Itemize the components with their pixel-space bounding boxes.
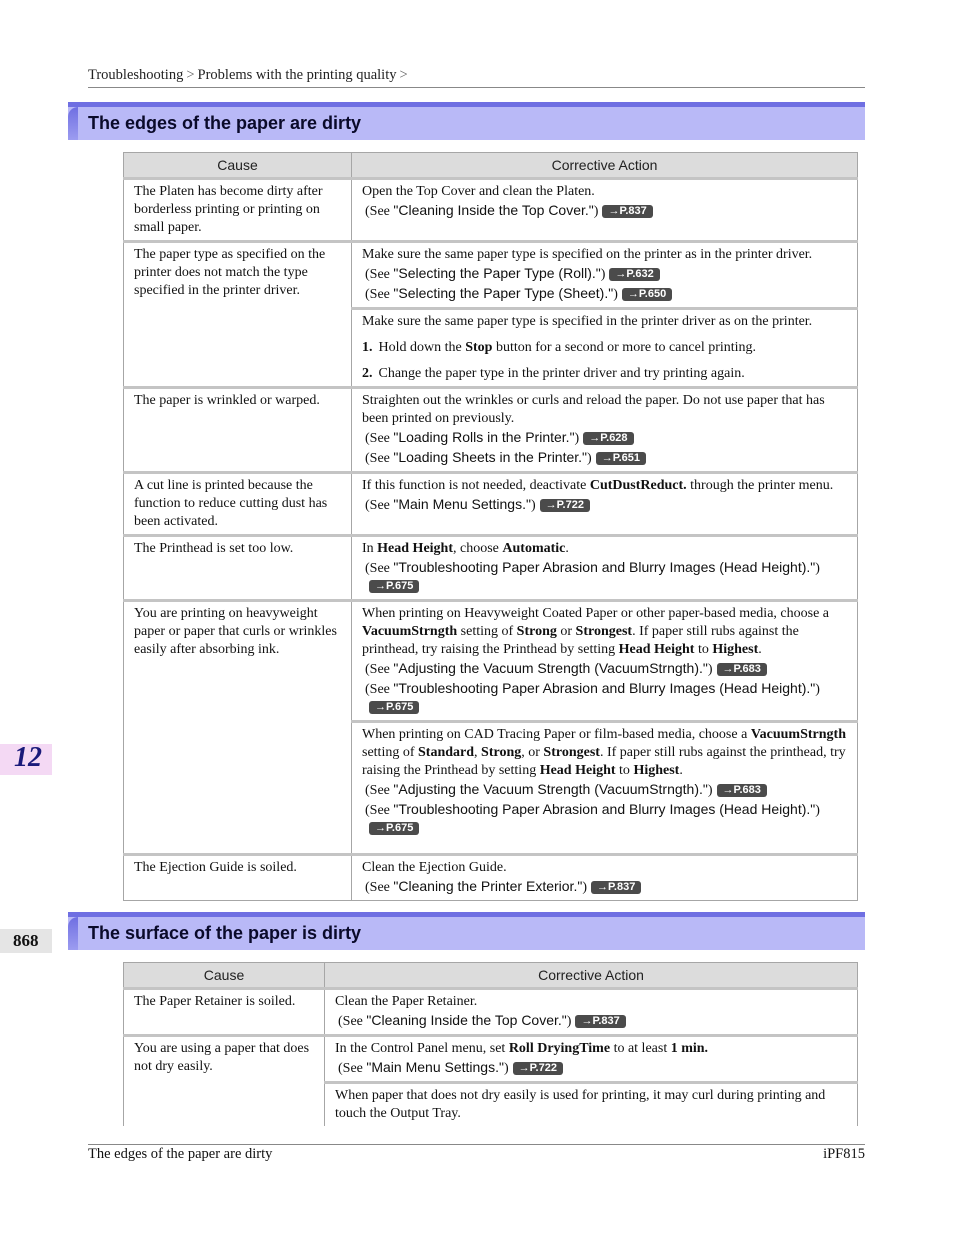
action-cell: In Head Height, choose Automatic. (See "Troubleshooting Paper Abrasion and Blurry Images (Head Height).")→P.675 xyxy=(352,536,858,601)
cause-cell: The Ejection Guide is soiled. xyxy=(124,855,352,901)
link-main-menu-settings[interactable]: "Main Menu Settings." xyxy=(393,496,531,512)
action-cell xyxy=(352,855,858,901)
cause-cell: The paper type as specified on the printer does not match the type specified in the printer driver. xyxy=(124,242,352,388)
table-row xyxy=(124,473,858,536)
table-row xyxy=(124,855,858,901)
see-reference: (See "Loading Rolls in the Printer.") →P.628 xyxy=(362,428,847,448)
step-1: 1. Hold down the Stop button for a second or more to cancel printing. xyxy=(362,340,757,355)
action-text: Straighten out the wrinkles or curls and reload the paper. Do not use paper that has been printed on previously. xyxy=(362,393,825,426)
see-reference: (See "Loading Sheets in the Printer.") →P.651 xyxy=(362,448,847,468)
breadcrumb-separator: > xyxy=(186,67,195,83)
see-reference: (See "Troubleshooting Paper Abrasion and Blurry Images (Head Height).")→P.675 xyxy=(365,801,820,834)
table-row xyxy=(124,601,858,722)
table-row xyxy=(124,536,858,601)
column-header-corrective-action: Corrective Action xyxy=(325,963,858,989)
see-reference: (See "Main Menu Settings.") →P.722 xyxy=(335,1058,847,1078)
breadcrumb-item-troubleshooting[interactable]: Troubleshooting xyxy=(88,67,184,83)
action-text: When paper that does not dry easily is used for printing, it may curl during printing and touch the Output Tray. xyxy=(335,1088,826,1121)
page-ref-link[interactable]: →P.837 xyxy=(602,205,652,218)
cause-cell: The Paper Retainer is soiled. xyxy=(124,989,325,1036)
section-heading-surface-dirty xyxy=(68,912,865,950)
table-row xyxy=(124,242,858,309)
link-cleaning-printer-exterior[interactable]: "Cleaning the Printer Exterior." xyxy=(393,878,583,894)
page-ref-link[interactable]: →P.650 xyxy=(622,288,672,301)
link-adjusting-vacuum-strength[interactable]: "Adjusting the Vacuum Strength (VacuumStrngth)." xyxy=(393,660,708,676)
action-cell: When printing on Heavyweight Coated Paper or other paper-based media, choose a VacuumStrngth setting of Strong or Strongest. If paper still rubs against the printhead, try raising the Printhead by setting Head Height to Highest. (See "Adjusting the Vacuum Strength (VacuumStrngth).") →P.683 (See "Troubleshooting Paper Abrasion and Blurry Images (Head Height).")→P.675 xyxy=(352,601,858,722)
action-cell xyxy=(325,1083,858,1127)
link-troubleshooting-paper-abrasion[interactable]: "Troubleshooting Paper Abrasion and Blurry Images (Head Height)." xyxy=(393,559,816,575)
see-reference: (See "Main Menu Settings.") →P.722 xyxy=(362,495,847,515)
breadcrumb-separator: > xyxy=(399,67,408,83)
action-cell: In the Control Panel menu, set Roll DryingTime to at least 1 min. (See "Main Menu Settings.") →P.722 xyxy=(325,1036,858,1083)
link-cleaning-inside-top-cover[interactable]: "Cleaning Inside the Top Cover." xyxy=(366,1012,567,1028)
troubleshooting-table-surface xyxy=(123,962,858,1126)
page-ref-link[interactable]: →P.675 xyxy=(369,580,419,593)
table-header-row xyxy=(124,963,858,989)
page-ref-link[interactable]: →P.722 xyxy=(513,1062,563,1075)
action-cell xyxy=(325,989,858,1036)
page-ref-link[interactable]: →P.837 xyxy=(575,1015,625,1028)
action-cell xyxy=(352,388,858,473)
action-cell: When printing on CAD Tracing Paper or film-based media, choose a VacuumStrngth setting of Standard, Strong, or Strongest. If paper still rubs against the printhead, try raising the Printhead by setting Head Height to Highest. (See "Adjusting the Vacuum Strength (VacuumStrngth).") →P.683 (See "Troubleshooting Paper Abrasion and Blurry Images (Head Height).")→P.675 xyxy=(352,722,858,855)
step-2: 2. Change the paper type in the printer driver and try printing again. xyxy=(362,366,745,381)
table-row xyxy=(124,1036,858,1083)
footer-divider xyxy=(88,1144,865,1145)
link-loading-rolls[interactable]: "Loading Rolls in the Printer." xyxy=(393,429,575,445)
link-main-menu-settings[interactable]: "Main Menu Settings." xyxy=(366,1059,504,1075)
section-heading-edges-dirty xyxy=(68,102,865,140)
see-reference: (See "Troubleshooting Paper Abrasion and Blurry Images (Head Height).")→P.675 xyxy=(365,680,820,713)
footer-model-name: iPF815 xyxy=(823,1146,865,1162)
see-reference: (See "Selecting the Paper Type (Sheet).") →P.650 xyxy=(362,284,847,304)
link-loading-sheets[interactable]: "Loading Sheets in the Printer." xyxy=(393,449,588,465)
table-header-row xyxy=(124,153,858,179)
action-text: Clean the Paper Retainer. xyxy=(335,994,478,1009)
cause-cell: You are printing on heavyweight paper or paper that curls or wrinkles easily after absorbing ink. xyxy=(124,601,352,855)
table-row xyxy=(124,179,858,242)
action-text: Open the Top Cover and clean the Platen. xyxy=(362,184,595,199)
page-ref-link[interactable]: →P.722 xyxy=(540,499,590,512)
page-ref-link[interactable]: →P.683 xyxy=(717,663,767,676)
chapter-tab xyxy=(0,744,52,775)
cause-cell: A cut line is printed because the function to reduce cutting dust has been activated. xyxy=(124,473,352,536)
cause-cell: You are using a paper that does not dry easily. xyxy=(124,1036,325,1127)
link-troubleshooting-paper-abrasion[interactable]: "Troubleshooting Paper Abrasion and Blurry Images (Head Height)." xyxy=(393,801,816,817)
page-ref-link[interactable]: →P.683 xyxy=(717,784,767,797)
page-number-badge xyxy=(0,929,52,953)
chapter-number: 12 xyxy=(14,742,42,773)
action-cell xyxy=(352,242,858,309)
link-selecting-paper-type-roll[interactable]: "Selecting the Paper Type (Roll)." xyxy=(393,265,601,281)
section-title: The edges of the paper are dirty xyxy=(88,113,362,133)
column-header-cause: Cause xyxy=(124,153,352,179)
page-ref-link[interactable]: →P.675 xyxy=(369,822,419,835)
page-ref-link[interactable]: →P.675 xyxy=(369,701,419,714)
cause-cell: The Platen has become dirty after borderless printing or printing on small paper. xyxy=(124,179,352,242)
page-ref-link[interactable]: →P.632 xyxy=(609,268,659,281)
troubleshooting-table-edges xyxy=(123,152,858,901)
cause-cell: The Printhead is set too low. xyxy=(124,536,352,601)
table-row xyxy=(124,388,858,473)
action-text: Make sure the same paper type is specified on the printer as in the printer driver. xyxy=(362,247,813,262)
see-reference: (See "Adjusting the Vacuum Strength (VacuumStrngth).") →P.683 xyxy=(362,659,847,679)
cause-cell: The paper is wrinkled or warped. xyxy=(124,388,352,473)
section-title: The surface of the paper is dirty xyxy=(88,923,362,943)
page-ref-link[interactable]: →P.837 xyxy=(591,881,641,894)
column-header-cause: Cause xyxy=(124,963,325,989)
stop-button-label: Stop xyxy=(465,340,493,355)
see-reference: (See "Cleaning Inside the Top Cover.") →P.837 xyxy=(362,201,847,221)
breadcrumb-item-printing-quality[interactable]: Problems with the printing quality xyxy=(197,67,397,83)
column-header-corrective-action: Corrective Action xyxy=(352,153,858,179)
link-cleaning-inside-top-cover[interactable]: "Cleaning Inside the Top Cover." xyxy=(393,202,594,218)
see-reference: (See "Selecting the Paper Type (Roll).") →P.632 xyxy=(362,264,847,284)
page-ref-link[interactable]: →P.651 xyxy=(596,452,646,465)
action-text: Make sure the same paper type is specified in the printer driver as on the printer. xyxy=(362,314,813,329)
table-row xyxy=(124,989,858,1036)
action-cell xyxy=(352,309,858,388)
page-ref-link[interactable]: →P.628 xyxy=(583,432,633,445)
link-adjusting-vacuum-strength[interactable]: "Adjusting the Vacuum Strength (VacuumStrngth)." xyxy=(393,781,708,797)
link-troubleshooting-paper-abrasion[interactable]: "Troubleshooting Paper Abrasion and Blurry Images (Head Height)." xyxy=(393,680,816,696)
action-cell xyxy=(352,179,858,242)
action-cell: If this function is not needed, deactivate CutDustReduct. through the printer menu. (See "Main Menu Settings.") →P.722 xyxy=(352,473,858,536)
footer-section-title: The edges of the paper are dirty xyxy=(88,1146,273,1162)
see-reference: (See "Cleaning Inside the Top Cover.") →P.837 xyxy=(335,1011,847,1031)
see-reference: (See "Adjusting the Vacuum Strength (VacuumStrngth).") →P.683 xyxy=(362,780,847,800)
see-reference: (See "Troubleshooting Paper Abrasion and Blurry Images (Head Height).")→P.675 xyxy=(365,559,820,592)
page-number: 868 xyxy=(13,931,39,950)
action-text: Clean the Ejection Guide. xyxy=(362,860,507,875)
see-reference: (See "Cleaning the Printer Exterior.") →P.837 xyxy=(362,877,847,897)
breadcrumb xyxy=(88,67,865,88)
link-selecting-paper-type-sheet[interactable]: "Selecting the Paper Type (Sheet)." xyxy=(393,285,614,301)
